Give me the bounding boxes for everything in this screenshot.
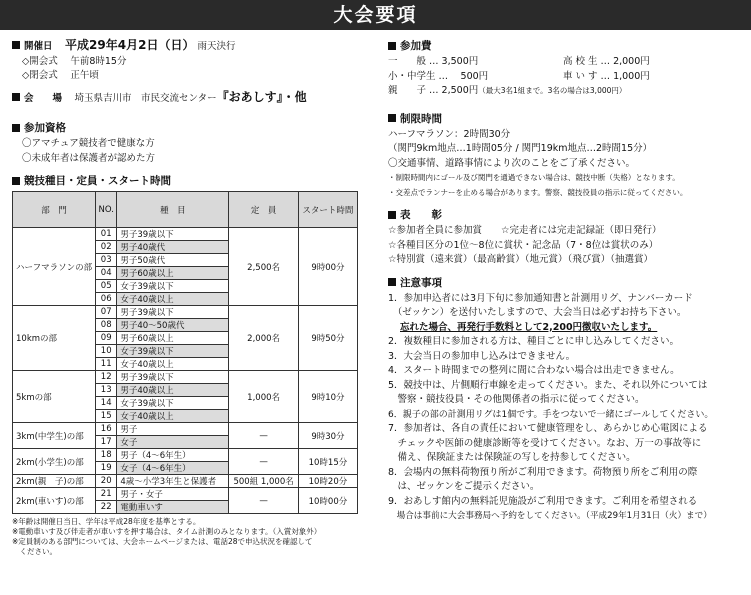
- notice-line: 場合は事前に大会事務局へ予約をしてください。（平成29年1月31日（火）まで）: [388, 511, 712, 521]
- time-limit-heading: 制限時間: [388, 111, 744, 126]
- start-time-cell: 9時00分: [298, 228, 357, 306]
- event-no-cell: 12: [96, 371, 117, 384]
- notice-line: 5．競技中は、片側順行車線を走ってください。また、それ以外については: [388, 379, 708, 391]
- event-name-cell: 女子40歳以上: [117, 358, 229, 371]
- start-time-cell: 9時30分: [298, 423, 357, 449]
- th-division: 部 門: [13, 192, 96, 228]
- start-time-cell: 9時10分: [298, 371, 357, 423]
- eligibility-heading: 参加資格: [12, 120, 374, 135]
- date-note: 雨天決行: [197, 41, 236, 52]
- notice-line: 1．参加申込者には3月下旬に参加通知書と計測用リグ、ナンバーカード: [388, 292, 693, 304]
- notice-line: 7．参加者は、各自の責任において健康管理をし、あらかじめ心電図による: [388, 423, 708, 434]
- venue-label: 会 場: [24, 92, 63, 104]
- event-no-cell: 05: [96, 280, 117, 293]
- fee-row: [388, 84, 744, 99]
- th-start: スタート時間: [298, 192, 357, 228]
- event-name-cell: 女子39歳以下: [117, 397, 229, 410]
- start-time-cell: 10時00分: [298, 488, 357, 514]
- time-limit-line: 〇交通事情、道路事情により次のことをご了承ください。: [388, 157, 636, 169]
- page-title: 大会要項: [0, 0, 751, 30]
- bullet-square-icon: [388, 114, 396, 122]
- event-no-cell: 02: [96, 241, 117, 254]
- time-limit-line: ・交差点でランナーを止める場合があります。警察、競技役員の指示に従ってください。: [388, 187, 688, 197]
- event-name-cell: 男子39歳以下: [117, 306, 229, 319]
- event-no-cell: 10: [96, 345, 117, 358]
- event-name-cell: 女子39歳以下: [117, 345, 229, 358]
- fee-parent: 親 子 … 2,500円: [388, 85, 479, 96]
- note-line: ※定員制のある部門については、大会ホームページまたは、電話28で申込状況を確認して: [12, 537, 313, 546]
- notices-heading: 注意事項: [388, 275, 744, 290]
- start-time-cell: 10時20分: [298, 475, 357, 488]
- events-table: [12, 191, 358, 514]
- event-name-cell: 男子39歳以下: [117, 228, 229, 241]
- events-table-body: [13, 228, 358, 514]
- event-no-cell: 19: [96, 462, 117, 475]
- event-no-cell: 09: [96, 332, 117, 345]
- notice-line: 8．会場内の無料荷物預り所がご利用できます。荷物預り所をご利用の際: [388, 466, 698, 478]
- table-row: [13, 228, 358, 241]
- fee-wheelchair: 車 い す … 1,000円: [563, 70, 650, 82]
- fee-student: 小・中学生 … 500円: [388, 70, 489, 82]
- event-no-cell: 06: [96, 293, 117, 306]
- division-cell: 5kmの部: [13, 371, 96, 423]
- table-row: [13, 306, 358, 319]
- event-no-cell: 04: [96, 267, 117, 280]
- division-cell: 2km(親 子)の部: [13, 475, 96, 488]
- event-no-cell: 20: [96, 475, 117, 488]
- event-name-cell: 男子50歳代: [117, 254, 229, 267]
- date-value: 平成29年4月2日（日）: [65, 38, 195, 52]
- event-no-cell: 13: [96, 384, 117, 397]
- events-heading: 競技種目・定員・スタート時間: [12, 173, 374, 188]
- closing-time: ◇閉会式 正午頃: [22, 70, 99, 81]
- event-name-cell: 男子40歳以上: [117, 384, 229, 397]
- capacity-cell: —: [229, 423, 299, 449]
- event-name-cell: 電動車いす: [117, 501, 229, 514]
- capacity-cell: —: [229, 449, 299, 475]
- event-no-cell: 08: [96, 319, 117, 332]
- event-name-cell: 女子（4〜6年生）: [117, 462, 229, 475]
- notice-line: 備え、保険証または保険証の写しを持参してください。: [388, 452, 636, 463]
- event-name-cell: 男子40〜50歳代: [117, 319, 229, 332]
- capacity-cell: 2,000名: [229, 306, 299, 371]
- time-limit-line: ハーフマラソン：2時間30分: [388, 128, 511, 140]
- capacity-cell: —: [229, 488, 299, 514]
- event-no-cell: 03: [96, 254, 117, 267]
- event-name-cell: 女子40歳以上: [117, 410, 229, 423]
- event-name-cell: 男子: [117, 423, 229, 436]
- event-name-cell: 女子: [117, 436, 229, 449]
- th-capacity: 定 員: [229, 192, 299, 228]
- awards-heading: 表 彰: [388, 207, 744, 222]
- th-no: NO.: [96, 192, 117, 228]
- division-cell: 3km(中学生)の部: [13, 423, 96, 449]
- division-cell: 2km(車いす)の部: [13, 488, 96, 514]
- event-name-cell: 女子40歳以上: [117, 293, 229, 306]
- event-name-cell: 男子・女子: [117, 488, 229, 501]
- notice-line: 4．スタート時間までの整列に間に合わない場合は出走できません。: [388, 365, 680, 376]
- note-line: ください。: [12, 547, 57, 556]
- capacity-cell: 1,000名: [229, 371, 299, 423]
- events-notes: [12, 517, 374, 557]
- opening-time: ◇開会式 午前8時15分: [22, 55, 127, 67]
- table-row: [13, 449, 358, 462]
- division-cell: 2km(小学生)の部: [13, 449, 96, 475]
- time-limit-line: （関門9km地点…1時間05分 / 関門19km地点…2時間15分）: [388, 143, 653, 154]
- venue-name: 『おあしす』・他: [216, 89, 307, 104]
- capacity-cell: 500組 1,000名: [229, 475, 299, 488]
- start-time-cell: 10時15分: [298, 449, 357, 475]
- event-no-cell: 17: [96, 436, 117, 449]
- eligibility-item: 〇未成年者は保護者が認めた方: [22, 152, 156, 164]
- time-limit-line: ・制限時間内にゴール及び関門を通過できない場合は、競技中断（失格）となります。: [388, 173, 680, 182]
- table-row: [13, 423, 358, 436]
- bullet-square-icon: [12, 41, 20, 49]
- event-no-cell: 07: [96, 306, 117, 319]
- fee-row: [388, 70, 744, 85]
- event-no-cell: 11: [96, 358, 117, 371]
- capacity-cell: 2,500名: [229, 228, 299, 306]
- notice-line: 警察・競技役員・その他関係者の指示に従ってください。: [388, 394, 645, 405]
- event-name-cell: 女子39歳以下: [117, 280, 229, 293]
- fee-general: 一 般 … 3,500円: [388, 56, 479, 67]
- event-no-cell: 22: [96, 501, 117, 514]
- start-time-cell: 9時50分: [298, 306, 357, 371]
- date-row: [12, 38, 374, 55]
- notice-line: 6．親子の部の計測用リグは1個です。手をつないで一緒にゴールしてください。: [388, 409, 714, 420]
- notice-line: （ゼッケン）を送付いたしますので、大会当日は必ずお持ち下さい。: [388, 307, 687, 318]
- bullet-square-icon: [388, 42, 396, 50]
- notice-line: 2．複数種目に参加される方は、種目ごとに申し込みしてください。: [388, 336, 680, 347]
- bullet-square-icon: [388, 278, 396, 286]
- notice-line: チェックや医師の健康診断等を受けてください。なお、万一の事故等に: [388, 437, 702, 449]
- event-no-cell: 01: [96, 228, 117, 241]
- note-line: ※年齢は開催日当日、学年は平成28年度を基準とする。: [12, 517, 201, 526]
- bullet-square-icon: [388, 211, 396, 219]
- th-event: 種 目: [117, 192, 229, 228]
- table-row: [13, 488, 358, 501]
- event-name-cell: 男子（4〜6年生）: [117, 449, 229, 462]
- event-no-cell: 18: [96, 449, 117, 462]
- eligibility-item: 〇アマチュア競技者で健康な方: [22, 138, 155, 149]
- venue-city: 埼玉県吉川市 市民交流センター: [74, 92, 217, 104]
- table-row: [13, 371, 358, 384]
- event-name-cell: 男子39歳以下: [117, 371, 229, 384]
- awards-line: ☆各種目区分の1位〜8位に賞状・記念品（7・8位は賞状のみ）: [388, 239, 659, 251]
- event-no-cell: 21: [96, 488, 117, 501]
- fee-row: [388, 55, 744, 70]
- event-name-cell: 男子60歳以上: [117, 267, 229, 280]
- fee-highschool: 高 校 生 … 2,000円: [563, 56, 650, 67]
- bullet-square-icon: [12, 124, 20, 132]
- event-name-cell: 男子40歳代: [117, 241, 229, 254]
- note-line: ※電動車いす及び伴走者が車いすを押す場合は、タイム計測のみとなります。（入賞対象外）: [12, 527, 322, 536]
- notice-line: 3．大会当日の参加申し込みはできません。: [388, 350, 576, 362]
- event-no-cell: 14: [96, 397, 117, 410]
- event-no-cell: 16: [96, 423, 117, 436]
- awards-line: ☆参加者全員に参加賞 ☆完走者には完走記録証（即日発行）: [388, 225, 662, 236]
- awards-line: ☆特別賞（遠来賞）（最高齢賞）（地元賞）（飛び賞）（抽選賞）: [388, 254, 654, 265]
- division-cell: ハーフマラソンの部: [13, 228, 96, 306]
- event-no-cell: 15: [96, 410, 117, 423]
- table-row: [13, 475, 358, 488]
- bullet-square-icon: [12, 177, 20, 185]
- fee-parent-note: （最大3名1組まで。3名の場合は3,000円）: [478, 86, 627, 95]
- notice-highlight: 忘れた場合、再発行手数料として2,200円徴収いたします。: [400, 321, 658, 333]
- bullet-square-icon: [12, 93, 20, 101]
- event-name-cell: 4歳〜小学3年生と保護者: [117, 475, 229, 488]
- fees-heading: 参加費: [388, 38, 744, 53]
- event-name-cell: 男子60歳以上: [117, 332, 229, 345]
- date-label: 開催日: [24, 41, 53, 52]
- venue-row: [12, 90, 374, 107]
- left-column: [12, 38, 374, 557]
- notice-line: 9．おあしす館内の無料託児施設がご利用できます。ご利用を希望される: [388, 495, 698, 507]
- division-cell: 10kmの部: [13, 306, 96, 371]
- notice-line: は、ゼッケンをご提示ください。: [388, 481, 540, 492]
- right-column: [388, 38, 744, 524]
